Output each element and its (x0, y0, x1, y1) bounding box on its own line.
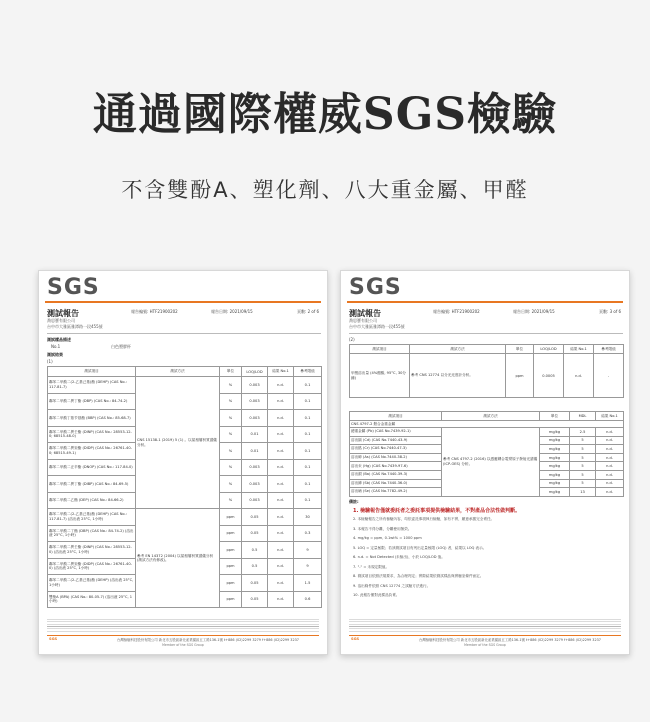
cell-limit: 0.1 (294, 443, 322, 460)
cell-loq: 0.5 (242, 558, 268, 575)
cell-loq: 0.05 (242, 575, 268, 592)
cell-item: 溶出銻 (Sb) (CAS No.7440-36-0) (350, 479, 442, 488)
cell-unit: ppm (220, 575, 242, 592)
cell-unit: ppm (220, 542, 242, 559)
company-name: 喬思寶有限公司 (47, 318, 75, 323)
cell-limit: 9 (294, 542, 322, 559)
cell-result: n.d. (268, 525, 294, 542)
cell-item: 鄰苯二甲酸二異壬酯 (DINP) (CAS No.: 28553-12-0) (溶出液 25°C, 1小時) (48, 542, 136, 559)
formaldehyde-table (349, 344, 624, 398)
cell-result: n.d. (268, 459, 294, 476)
cell-item: 溶出鋇 (Ba) (CAS No.7440-39-3) (350, 470, 442, 479)
page-title: 通過國際權威SGS檢驗 (92, 89, 558, 140)
cell-loq: 0.05 (242, 509, 268, 526)
report-footer (47, 635, 319, 645)
cell-loq: 0.5 (242, 542, 268, 559)
cell-loq: 0.003 (242, 459, 268, 476)
header-item: 測試項目 (48, 367, 136, 377)
cell-mdl: 5 (570, 445, 596, 454)
report-company (349, 318, 509, 330)
cell-loq: 0.0005 (534, 354, 564, 398)
cell-unit: ppm (220, 591, 242, 608)
fine-print (349, 619, 621, 633)
cell-item: 鄰苯二甲酸二(2-乙基己基)酯 (DEHP) (CAS No.: 117-81-7) (溶出液 25°C, 1小時) (48, 509, 136, 526)
cell-unit: % (220, 459, 242, 476)
page-subtitle: 不含雙酚A、塑化劑、八大重金屬、甲醛 (121, 178, 529, 202)
cell-item: 鄰苯二甲酸二異癸酯 (DIDP) (CAS No.: 26761-40-0) (溶出液 25°C, 1小時) (48, 558, 136, 575)
cell-mdl: 5 (570, 470, 596, 479)
note-item: 8. 測試項目依照法規要求，為合理判定；實際結果依測試樣品與實驗室條件而定。 (353, 574, 484, 578)
cell-loq: 0.003 (242, 393, 268, 410)
cell-unit: mg/kg (540, 428, 570, 437)
section-label: (1) (47, 359, 53, 364)
cell-loq: 0.003 (242, 410, 268, 427)
cell-mdl: 2.5 (570, 428, 596, 437)
cell-loq: 0.05 (242, 591, 268, 608)
report-date: 報告日期: 2021/09/15 (513, 309, 555, 314)
test-report-page-2 (38, 270, 328, 655)
cell-result: n.d. (268, 393, 294, 410)
footer-sgs-logo: SGS (49, 637, 58, 641)
cell-result: n.d. (268, 542, 294, 559)
cell-unit: % (220, 443, 242, 460)
header-result: 結果 No.1 (596, 412, 624, 421)
note-item: 4. mg/kg = ppm, 0.1wt% = 1000 ppm (353, 536, 422, 540)
cell-loq: 0.01 (242, 443, 268, 460)
cell-limit: - (594, 354, 624, 398)
note-item: 10. 此報告僅對此樣品負責。 (353, 593, 400, 597)
footer-address: 台灣檢驗科技股份有限公司 新北市五股區新北產業園區五工路136-1號 t+886 (02)2299 3279 f+886 (02)2299 3237 (419, 638, 601, 642)
cell-result: n.d. (268, 476, 294, 493)
cell-result: n.d. (596, 453, 624, 462)
cell-loq: 0.003 (242, 377, 268, 394)
cell-limit: 0.6 (294, 591, 322, 608)
cell-unit: ppm (506, 354, 534, 398)
sample-no: No.1 (51, 344, 61, 349)
sample-label: 測試樣品描述 (47, 337, 71, 342)
sgs-logo: SGS (47, 275, 100, 300)
cell-limit: 0.1 (294, 476, 322, 493)
test-report-page-3 (340, 270, 630, 655)
cell-result: n.d. (268, 558, 294, 575)
logo-rule (45, 301, 321, 303)
footer-sgs-logo: SGS (351, 637, 360, 641)
header-item: 測試項目 (350, 345, 410, 354)
cell-result: n.d. (564, 354, 594, 398)
cell-result: n.d. (268, 509, 294, 526)
results-label: 測試結果 (47, 352, 63, 357)
cell-result: n.d. (596, 436, 624, 445)
cell-item: 溶出汞 (Hg) (CAS No.7439-97-6) (350, 462, 442, 471)
cell-method: 參考 CNS 12774 以分光光度計分析。 (410, 354, 506, 398)
cell-unit: % (220, 410, 242, 427)
footer-member: Member of the SGS Group (464, 643, 506, 647)
header-mdl: MDL (570, 412, 596, 421)
cell-item: 鄰苯二甲酸二異丁酯 (DBP) (CAS No.: 84-74-2) (48, 393, 136, 410)
cell-result: n.d. (596, 462, 624, 471)
cell-unit: ppm (220, 558, 242, 575)
cell-unit: mg/kg (540, 462, 570, 471)
header-unit: 單位 (540, 412, 570, 421)
report-page: 頁數: 2 of 6 (297, 309, 320, 314)
cell-mdl: 5 (570, 479, 596, 488)
cell-limit: 0.1 (294, 459, 322, 476)
cell-result: n.d. (268, 591, 294, 608)
cell-unit: % (220, 476, 242, 493)
company-address: 台中市大雅區雅潭路一段455號 (47, 324, 103, 329)
cell-result: n.d. (596, 428, 624, 437)
table-row (48, 377, 322, 394)
cell-item: 溶出砷 (As) (CAS No.7440-38-2) (350, 453, 442, 462)
divider (349, 333, 623, 334)
cell-item: 溶出鉻 (Cr) (CAS No.7440-47-3) (350, 445, 442, 454)
cell-result: n.d. (268, 575, 294, 592)
note-disclaimer: 1. 檢驗報告僅就委託者之委託事項提供檢驗結果，不對產品合法性做判斷。 (353, 508, 521, 514)
table-header (48, 367, 322, 377)
cell-item: 鄰苯二甲酸二(2-乙基己基)酯 (DEHP) (溶出液 25°C, 1小時) (48, 575, 136, 592)
header-loq: LOQ/LOD (534, 345, 564, 354)
cell-unit: ppm (220, 525, 242, 542)
header-unit: 單位 (220, 367, 242, 377)
sample-desc: 白色塑膠杯 (111, 344, 131, 349)
header-method: 測試方法 (442, 412, 540, 421)
header-item: 測試項目 (350, 412, 442, 421)
heavy-metal-table (349, 411, 624, 497)
cell-item: 鄰苯二甲酸二異丁酯 (DIBP) (CAS No.: 84-69-5) (48, 476, 136, 493)
divider (47, 333, 321, 334)
note-item: 7. "-" = 未規定限值。 (353, 564, 390, 569)
cell-unit: mg/kg (540, 479, 570, 488)
header-result: 結果 No.1 (564, 345, 594, 354)
table-header (350, 412, 624, 421)
cell-limit: 0.1 (294, 492, 322, 509)
note-item: 5. LOQ = 定量極限；若該測試項目有列出定量極限 (LOQ) 者，結果以 LOQ 表示。 (353, 545, 487, 550)
cell-result: n.d. (268, 426, 294, 443)
cell-limit: 0.3 (294, 525, 322, 542)
cell-item: 鄰苯二甲酸丁基苄基酯 (BBP) (CAS No.: 85-68-7) (48, 410, 136, 427)
table-header (350, 345, 624, 354)
cell-item: 鄰苯二甲酸二正辛酯 (DNOP) (CAS No.: 117-84-0) (48, 459, 136, 476)
cell-unit: mg/kg (540, 436, 570, 445)
cell-result: n.d. (596, 479, 624, 488)
table-group-row (350, 421, 624, 428)
cell-loq: 0.01 (242, 426, 268, 443)
cell-loq: 0.05 (242, 525, 268, 542)
cell-result: n.d. (596, 445, 624, 454)
cell-unit: % (220, 492, 242, 509)
cell-result: n.d. (268, 443, 294, 460)
note-item: 2. 本檢驗報告之所有檢驗內容，均依委託事項執行檢驗，如有不實，願意承擔完全責任。 (353, 517, 495, 521)
footer-address: 台灣檢驗科技股份有限公司 新北市五股區新北產業園區五工路136-1號 t+886 (02)2299 3279 f+886 (02)2299 3237 (117, 638, 299, 642)
cell-unit: mg/kg (540, 453, 570, 462)
cell-item: 鄰苯二甲酸二異癸酯 (DIDP) (CAS No.: 26761-40-0; 68515-49-1) (48, 443, 136, 460)
section-label: (2) (349, 337, 355, 342)
cell-limit: 1.5 (294, 575, 322, 592)
cell-unit: % (220, 393, 242, 410)
cell-mdl: 13 (570, 488, 596, 497)
report-date: 報告日期: 2021/09/15 (211, 309, 253, 314)
header-unit: 單位 (506, 345, 534, 354)
cell-unit: ppm (220, 509, 242, 526)
cell-result: n.d. (596, 488, 624, 497)
cell-item: 溶出鎘 (Cd) (CAS No.7440-43-9) (350, 436, 442, 445)
report-title: 測試報告 (47, 309, 79, 318)
cell-limit: 0.1 (294, 410, 322, 427)
cell-unit: mg/kg (540, 488, 570, 497)
report-company (47, 318, 207, 330)
company-address: 台中市大雅區雅潭路一段455號 (349, 324, 405, 329)
cell-limit: 0.1 (294, 377, 322, 394)
report-page: 頁數: 3 of 6 (599, 309, 622, 314)
cell-item: 總重金屬 (Pb) (CAS No.7439-92-1) (350, 428, 442, 437)
table-row (350, 428, 624, 437)
cell-limit: 0.1 (294, 393, 322, 410)
cell-result: n.d. (268, 492, 294, 509)
cell-item: 鄰苯二甲酸二(2-乙基己基)酯 (DEHP) (CAS No.: 117-81-7) (48, 377, 136, 394)
header-result: 結果 No.1 (268, 367, 294, 377)
report-number: 報告編號: HTF21900202 (131, 309, 178, 314)
note-item: 3. 本報告不得分離，分離使用無效。 (353, 526, 412, 531)
header-limit: 參考限值 (294, 367, 322, 377)
report-footer (349, 635, 621, 645)
cell-limit: 9 (294, 558, 322, 575)
cell-limit: 0.1 (294, 426, 322, 443)
cell-mdl: 5 (570, 462, 596, 471)
cell-unit: mg/kg (540, 470, 570, 479)
cell-item: 鄰苯二甲酸二丁酯 (DBP) (CAS No.: 84-74-2) (溶出液 25°C, 1小時) (48, 525, 136, 542)
logo-rule (347, 301, 623, 303)
cell-loq: 0.003 (242, 476, 268, 493)
table-row (48, 509, 322, 526)
table-row (350, 354, 624, 398)
group-label: CNS 4797-2 鋁合金重金屬 (350, 421, 624, 428)
footer-member: Member of the SGS Group (162, 643, 204, 647)
note-item: 6. n.d. = Not Detected (未檢出)，小於 LOQ/LOD 值。 (353, 555, 445, 559)
report-title: 測試報告 (349, 309, 381, 318)
cell-unit: mg/kg (540, 445, 570, 454)
cell-item: 鄰苯二甲酸二異壬酯 (DINP) (CAS No.: 28553-12-0; 68515-48-0) (48, 426, 136, 443)
cell-method: CNS 15138-1 (2019) 5 (1) 。以氣相層析質譜儀分析。 (136, 377, 220, 509)
cell-mdl: 5 (570, 436, 596, 445)
header-method: 測試方法 (136, 367, 220, 377)
notes-label: 備註: (349, 499, 359, 504)
cell-item: 鄰苯二甲酸二乙酯 (DEP) (CAS No.: 84-66-2) (48, 492, 136, 509)
cell-result: n.d. (596, 470, 624, 479)
cell-method: 參考 EN 14372 (2004) 以氣相層析質譜儀分析 (測試方法有修改)。 (136, 509, 220, 608)
note-item: 9. 溶出條件依照 CNS 12774 之試驗方法進行。 (353, 583, 431, 588)
company-name: 喬思寶有限公司 (349, 318, 377, 323)
cell-mdl: 5 (570, 453, 596, 462)
fine-print (47, 619, 319, 633)
cell-result: n.d. (268, 410, 294, 427)
cell-item: 甲醛溶出量 (4%醋酸, 95°C, 30分鐘) (350, 354, 410, 398)
header-method: 測試方法 (410, 345, 506, 354)
cell-item: 雙酚A (BPA) (CAS No.: 80-05-7) (溶出液 25°C, 1小時) (48, 591, 136, 608)
cell-result: n.d. (268, 377, 294, 394)
cell-method: 參考 CNS 4797-2 (2016) 以感應耦合電漿原子發射光譜儀 (ICP-OES) 分析。 (442, 428, 540, 497)
cell-item: 溶出硒 (Se) (CAS No.7782-49-2) (350, 488, 442, 497)
cell-unit: % (220, 426, 242, 443)
cell-unit: % (220, 377, 242, 394)
sgs-logo: SGS (349, 275, 402, 300)
header-limit: 參考限值 (594, 345, 624, 354)
report-number: 報告編號: HTF21900202 (433, 309, 480, 314)
results-table (47, 366, 322, 608)
header-loq: LOQ/LOD (242, 367, 268, 377)
cell-loq: 0.003 (242, 492, 268, 509)
cell-limit: 30 (294, 509, 322, 526)
